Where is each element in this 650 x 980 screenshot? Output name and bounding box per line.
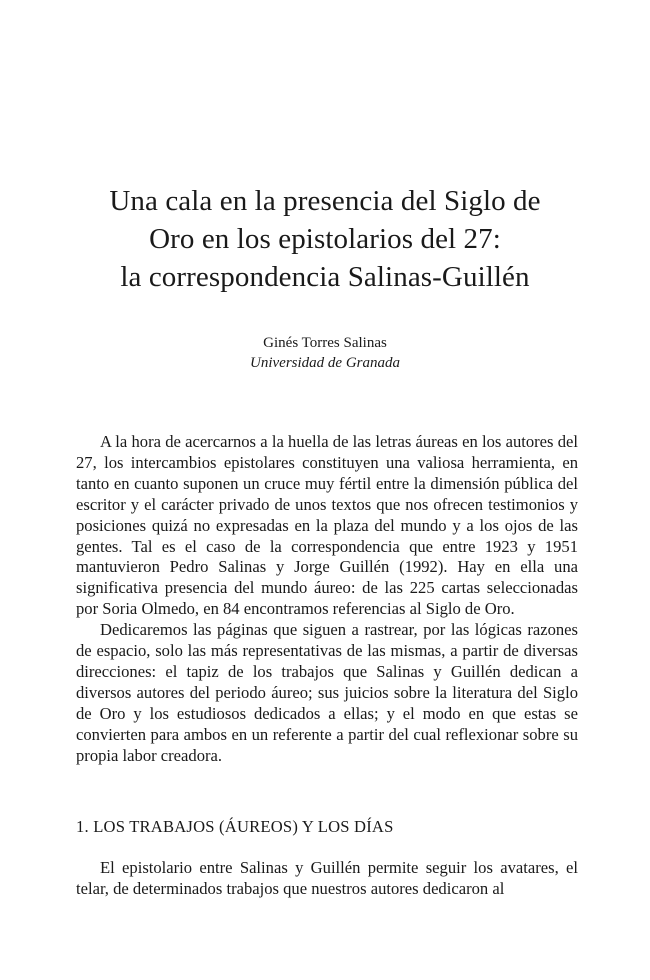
section-body bbox=[76, 857, 578, 899]
body-paragraph: Dedicaremos las páginas que siguen a rastrear, por las lógicas razones de espacio, solo las más representativas de las mismas, a partir de diversas direcciones: el tapiz de los trabajos que Salinas y Guillén dedican a diversos autores del periodo áureo; sus juicios sobre la literatura del Siglo de Oro y los estudiosos dedicados a ellas; y el modo en que estas se convierten para ambos en un referente a partir del cual reflexionar sobre su propia labor creadora. bbox=[76, 620, 578, 765]
author-affiliation: Universidad de Granada bbox=[250, 355, 400, 371]
section-heading: 1. LOS TRABAJOS (ÁUREOS) Y LOS DÍAS bbox=[76, 817, 394, 836]
title-line: la correspondencia Salinas-Guillén bbox=[120, 261, 530, 293]
body-paragraph: A la hora de acercarnos a la huella de las letras áureas en los autores del 27, los intercambios epistolares constituyen una valiosa herramienta, en tanto en cuanto suponen un cruce muy fértil entre la dimensión pública del escritor y el carácter privado de unos textos que nos ofrecen testimonios y posiciones quizá no expresadas en la plaza del mundo y a los ojos de las gentes. Tal es el caso de la correspondencia que entre 1923 y 1951 mantuvieron Pedro Salinas y Jorge Guillén (1992). Hay en ella una significativa presencia del mundo áureo: de las 225 cartas seleccionadas por Soria Olmedo, en 84 encontramos referencias al Siglo de Oro. bbox=[76, 432, 578, 619]
author-name: Ginés Torres Salinas bbox=[263, 335, 387, 351]
intro-body bbox=[76, 432, 578, 767]
title-line: Una cala en la presencia del Siglo de bbox=[109, 185, 541, 217]
title-line: Oro en los epistolarios del 27: bbox=[149, 223, 501, 255]
article-title bbox=[60, 182, 590, 296]
body-paragraph: El epistolario entre Salinas y Guillén permite seguir los avatares, el telar, de determinados trabajos que nuestros autores dedicaron al bbox=[76, 858, 578, 898]
